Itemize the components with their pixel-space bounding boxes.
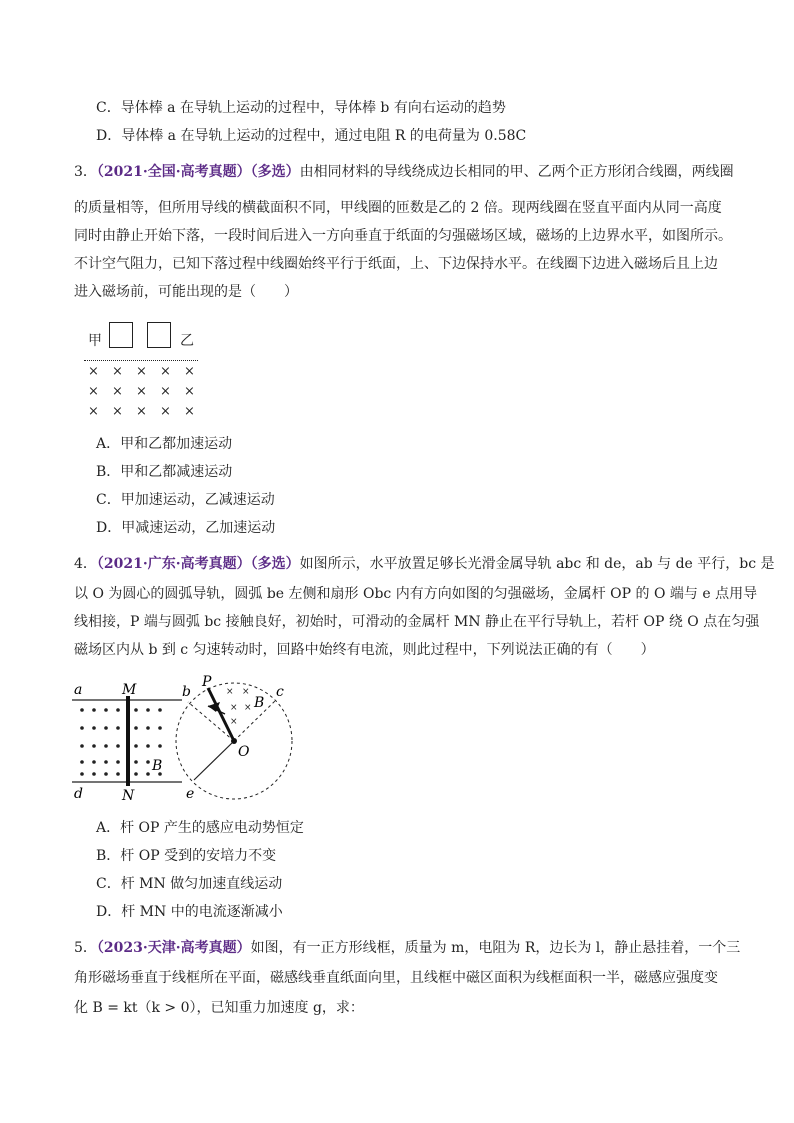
- q4-option-a: A．杆 OP 产生的感应电动势恒定: [96, 820, 304, 836]
- q4-option-c: C．杆 MN 做匀加速直线运动: [96, 876, 283, 892]
- q3-option-b: B．甲和乙都减速运动: [96, 464, 233, 480]
- q5-number: 5．: [74, 940, 97, 956]
- option-d-q2: D．导体棒 a 在导轨上运动的过程中，通过电阻 R 的电荷量为 0.58C: [96, 128, 527, 144]
- label-b: b: [182, 684, 191, 700]
- q4-line-1: [74, 554, 775, 574]
- q4-source-tag: （2021·广东·高考真题）（多选）: [96, 556, 300, 572]
- option-c-q2: C．导体棒 a 在导轨上运动的过程中，导体棒 b 有向右运动的趋势: [96, 100, 506, 116]
- label-c: c: [276, 684, 284, 700]
- q4-figure: [70, 672, 300, 808]
- q5-line-3: 化 B = kt（k > 0），已知重力加速度 g，求：: [74, 1000, 364, 1016]
- label-a: a: [74, 682, 83, 698]
- q5-line-2: 角形磁场垂直于线框所在平面，磁感线垂直纸面向里，且线框中磁区面积为线框面积一半，磁感应强度变: [74, 970, 718, 986]
- field-boundary: [84, 360, 198, 361]
- cross-row-3: × × × × ×: [88, 404, 195, 419]
- label-b-field: B: [152, 758, 163, 774]
- q3-line-2: 的质量相等，但所用导线的横截面积不同，甲线圈的匝数是乙的 2 倍。现两线圈在竖直平面内从同一高度: [74, 200, 722, 216]
- q4-line-4: 磁场区内从 b 到 c 匀速转动时，回路中始终有电流，则此过程中，下列说法正确的有（ ）: [74, 642, 655, 658]
- label-d: d: [74, 786, 83, 802]
- q3-source-tag: （2021·全国·高考真题）（多选）: [96, 164, 300, 180]
- q3-number: 3．: [74, 164, 97, 180]
- label-e: e: [186, 786, 195, 802]
- q5-text-1: 如图，有一正方形线框，质量为 m，电阻为 R，边长为 l，静止悬挂着，一个三: [250, 940, 741, 956]
- q3-line-4: 不计空气阻力，已知下落过程中线圈始终平行于纸面，上、下边保持水平。在线圈下边进入磁场后且上边: [74, 256, 718, 272]
- q4-text-1: 如图所示，水平放置足够长光滑金属导轨 abc 和 de，ab 与 de 平行，bc 是: [299, 556, 775, 572]
- coil-jia: [109, 322, 133, 348]
- q4-line-3: 线相接，P 端与圆弧 bc 接触良好，初始时，可滑动的金属杆 MN 静止在平行导轨上，若杆 OP 绕 O 点在匀强: [74, 614, 760, 630]
- label-o: O: [238, 744, 250, 760]
- q5-line-1: [74, 938, 741, 958]
- svg-text:×: ×: [244, 703, 252, 713]
- q5-source-tag: （2023·天津·高考真题）: [96, 940, 251, 956]
- field-dots: [80, 708, 162, 776]
- q3-line-3: 同时由静止开始下落，一段时间后进入一方向垂直于纸面的匀强磁场区域，磁场的上边界水平，如图所示。: [74, 228, 732, 244]
- q3-line-5: 进入磁场前，可能出现的是（ ）: [74, 284, 298, 300]
- wire-oe: [194, 741, 234, 780]
- q3-option-a: A．甲和乙都加速运动: [96, 436, 233, 452]
- q3-option-d: D．甲减速运动，乙加速运动: [96, 520, 276, 536]
- label-p: P: [202, 674, 212, 690]
- q3-option-c: C．甲加速运动，乙减速运动: [96, 492, 275, 508]
- cross-row-1: × × × × ×: [88, 364, 195, 379]
- label-m: M: [122, 682, 137, 698]
- label-yi: 乙: [180, 333, 194, 349]
- q3-text-1: 由相同材料的导线绕成边长相同的甲、乙两个正方形闭合线圈，两线圈: [299, 164, 734, 180]
- label-n: N: [122, 788, 135, 804]
- label-jia: 甲: [88, 333, 102, 349]
- svg-text:×: ×: [226, 687, 234, 697]
- q4-option-d: D．杆 MN 中的电流逐渐减小: [96, 904, 283, 920]
- label-b-sector: B: [254, 695, 265, 711]
- q3-line-1: [74, 162, 734, 182]
- cross-row-2: × × × × ×: [88, 384, 195, 399]
- coil-yi: [147, 322, 171, 348]
- svg-text:×: ×: [230, 717, 238, 727]
- q4-number: 4．: [74, 556, 97, 572]
- svg-text:×: ×: [230, 703, 238, 713]
- svg-text:×: ×: [242, 687, 250, 697]
- q4-line-2: 以 O 为圆心的圆弧导轨，圆弧 be 左侧和扇形 Obc 内有方向如图的匀强磁场，金属杆 OP 的 O 端与 e 点用导: [74, 586, 758, 602]
- q4-option-b: B．杆 OP 受到的安培力不变: [96, 848, 277, 864]
